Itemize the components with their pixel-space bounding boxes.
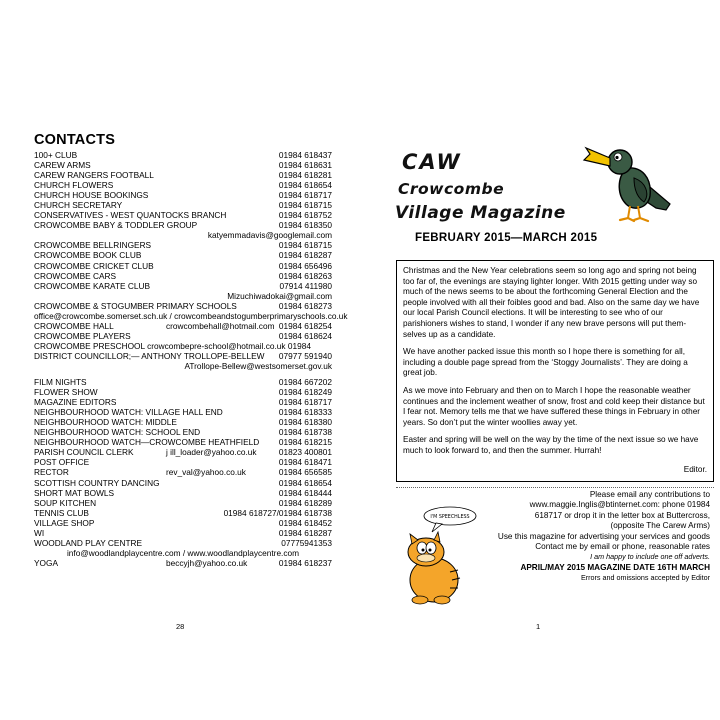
contact-name: NEIGHBOURHOOD WATCH: SCHOOL END bbox=[34, 427, 201, 438]
contact-phone: 01984 618471 bbox=[278, 457, 332, 468]
contact-phone: 01984 618752 bbox=[278, 210, 332, 221]
contact-name: SCOTTISH COUNTRY DANCING bbox=[34, 477, 160, 488]
contact-row bbox=[34, 250, 332, 260]
contact-row bbox=[34, 407, 332, 417]
contact-phone: 01984 618631 bbox=[278, 160, 332, 171]
contact-phone: 01984 618654 bbox=[278, 180, 332, 191]
contact-phone: 01984 618333 bbox=[278, 407, 332, 418]
contact-row bbox=[34, 538, 332, 548]
contact-name: CROWCOMBE HALL bbox=[34, 320, 114, 331]
editorial-paragraph-2: We have another packed issue this month so I hope there is something for all, including a double page spread from the ‘Stoggy Journalists’. They are doing a great job. bbox=[403, 347, 688, 378]
contact-email[interactable]: crowcombehall@hotmail.com bbox=[166, 320, 275, 331]
contact-row bbox=[34, 427, 332, 437]
contact-row bbox=[34, 180, 332, 190]
contact-row bbox=[34, 488, 332, 498]
contact-name: SHORT MAT BOWLS bbox=[34, 487, 115, 498]
contact-name: CHURCH HOUSE BOOKINGS bbox=[34, 190, 149, 201]
contact-phone: 01984 618289 bbox=[278, 497, 332, 508]
contact-row bbox=[34, 528, 332, 538]
contact-name: RECTOR bbox=[34, 467, 69, 478]
contact-email[interactable]: j ill_loader@yahoo.co.uk bbox=[166, 447, 257, 458]
contact-name: CROWCOMBE PLAYERS bbox=[34, 330, 131, 341]
contact-phone: 01984 618263 bbox=[278, 270, 332, 281]
contacts-title: CONTACTS bbox=[34, 132, 116, 148]
contact-row bbox=[34, 150, 332, 160]
contact-phone: 01984 618715 bbox=[278, 200, 332, 211]
contact-row bbox=[34, 558, 332, 568]
contact-phone: 07775941353 bbox=[281, 537, 332, 548]
contact-row bbox=[34, 230, 332, 240]
contact-name: WOODLAND PLAY CENTRE bbox=[34, 537, 143, 548]
contact-phone: 07977 591940 bbox=[278, 350, 332, 361]
page-number-right: 1 bbox=[536, 622, 541, 631]
masthead-crowcombe: Crowcombe bbox=[398, 180, 505, 198]
contact-row bbox=[34, 447, 332, 457]
contact-phone: 01984 618717 bbox=[278, 190, 332, 201]
contact-row bbox=[34, 240, 332, 250]
contact-row bbox=[34, 200, 332, 210]
contact-phone: 01984 618717 bbox=[278, 397, 332, 408]
contact-phone: 01984 618452 bbox=[278, 517, 332, 528]
crow-cartoon-icon bbox=[582, 138, 682, 228]
contact-phone: 01984 667202 bbox=[278, 377, 332, 388]
contact-phone: 01984 618654 bbox=[278, 477, 332, 488]
contact-phone: 01984 618715 bbox=[278, 240, 332, 251]
footer-text bbox=[480, 490, 710, 584]
contact-name: WI bbox=[34, 527, 45, 538]
contact-row bbox=[34, 351, 332, 361]
contacts-list bbox=[34, 150, 348, 568]
editorial-paragraph-3: As we move into February and then on to March I hope the reasonable weather continues and the inclement weather of snow, frost and cold keep their distance but I fear not. Memory tells me that we have suffered these things in February in other years. So don’t put the winter woollies away yet. bbox=[403, 385, 705, 427]
contact-row bbox=[34, 281, 332, 291]
contact-row bbox=[34, 518, 332, 528]
contact-name: MAGAZINE EDITORS bbox=[34, 397, 117, 408]
contact-row bbox=[34, 190, 332, 200]
contact-name: CHURCH FLOWERS bbox=[34, 180, 114, 191]
contact-row bbox=[34, 210, 332, 220]
contact-email[interactable]: katyemmadavis@googlemail.com bbox=[207, 230, 332, 241]
masthead-village-magazine: Village Magazine bbox=[395, 203, 566, 223]
contact-row bbox=[34, 321, 332, 331]
contact-row bbox=[34, 301, 332, 311]
contact-name: POST OFFICE bbox=[34, 457, 90, 468]
page-number-left: 28 bbox=[176, 622, 185, 631]
contact-name: FLOWER SHOW bbox=[34, 387, 98, 398]
contact-phone: 01984 618281 bbox=[278, 170, 332, 181]
contact-email[interactable]: ATrollope-Bellew@westsomerset.gov.uk bbox=[184, 360, 332, 371]
footer-email-link[interactable]: www.maggie.Inglis@btinternet.com: phone 01984 bbox=[529, 500, 710, 510]
contact-row bbox=[34, 397, 332, 407]
contact-name: CONSERVATIVES - WEST QUANTOCKS BRANCH bbox=[34, 210, 227, 221]
contact-phone: 07914 411980 bbox=[279, 280, 332, 291]
contact-row bbox=[34, 548, 332, 558]
contact-name: CHURCH SECRETARY bbox=[34, 200, 123, 211]
contact-name: CROWCOMBE & STOGUMBER PRIMARY SCHOOLS bbox=[34, 300, 237, 311]
contact-name: CAREW RANGERS FOOTBALL bbox=[34, 170, 154, 181]
contact-row bbox=[34, 261, 332, 271]
contact-name: CROWCOMBE BABY & TODDLER GROUP bbox=[34, 220, 198, 231]
contact-phone: 01984 618380 bbox=[278, 417, 332, 428]
editorial-paragraph-4: Easter and spring will be well on the way by the time of the next issue so we have much to look forward to, and then the summer. Hurrah! bbox=[403, 435, 699, 455]
contact-row bbox=[34, 467, 332, 477]
contact-row bbox=[34, 498, 332, 508]
contact-email[interactable]: beccyjh@yahoo.co.uk bbox=[166, 557, 248, 568]
footer-line-5: Use this magazine for advertising your services and goods bbox=[497, 531, 710, 541]
cartoon-cat-icon bbox=[398, 498, 478, 608]
contact-phone: 01984 618624 bbox=[278, 330, 332, 341]
contact-row bbox=[34, 417, 332, 427]
contact-name: CROWCOMBE BELLRINGERS bbox=[34, 240, 152, 251]
footer-line-3: 618717 or drop it in the letter box at Buttercross, bbox=[534, 510, 710, 520]
contact-name: NEIGHBOURHOOD WATCH: VILLAGE HALL END bbox=[34, 407, 223, 418]
contact-row bbox=[34, 271, 332, 281]
contact-name: YOGA bbox=[34, 557, 58, 568]
contact-name: CAREW ARMS bbox=[34, 160, 91, 171]
contact-phone: 01984 618738 bbox=[278, 427, 332, 438]
contact-phone: 01984 618249 bbox=[278, 387, 332, 398]
contact-name: CROWCOMBE KARATE CLUB bbox=[34, 280, 151, 291]
contact-web-links[interactable]: info@woodlandplaycentre.com / www.woodlandplaycentre.com bbox=[66, 547, 300, 558]
contact-email[interactable]: Mizuchiwadokai@gmail.com bbox=[227, 290, 332, 301]
contact-name: CROWCOMBE PRESCHOOL crowcombepre-school@hotmail.co.uk 01984 bbox=[34, 340, 311, 351]
contact-name: NEIGHBOURHOOD WATCH: MIDDLE bbox=[34, 417, 177, 428]
contact-name: TENNIS CLUB bbox=[34, 507, 89, 518]
contact-phone: 01984 618237 bbox=[278, 557, 332, 568]
contact-row bbox=[34, 361, 332, 371]
contact-phone: 01984 656585 bbox=[278, 467, 332, 478]
contact-row bbox=[34, 377, 332, 387]
contact-phone: 01984 618287 bbox=[278, 250, 332, 261]
contact-phone: 01984 618444 bbox=[278, 487, 332, 498]
contact-phone: 01984 618273 bbox=[278, 300, 332, 311]
contact-row bbox=[34, 508, 332, 518]
footer-line-1: Please email any contributions to bbox=[589, 490, 710, 499]
footer-deadline: APRIL/MAY 2015 MAGAZINE DATE 16TH MARCH bbox=[520, 562, 710, 572]
footer-errors-note: Errors and omissions accepted by Editor bbox=[580, 573, 710, 583]
footer-line-7: I am happy to include one off adverts. bbox=[590, 552, 710, 562]
contact-row bbox=[34, 437, 332, 447]
contact-phone: 01984 618437 bbox=[278, 150, 332, 160]
contact-name: SOUP KITCHEN bbox=[34, 497, 97, 508]
contact-row bbox=[34, 310, 348, 321]
footer-box bbox=[396, 487, 714, 615]
contact-row bbox=[34, 478, 332, 488]
contact-row bbox=[34, 457, 332, 467]
contact-name: DISTRICT COUNCILLOR;— ANTHONY TROLLOPE-BELLEW bbox=[34, 350, 265, 361]
contact-email[interactable]: rev_val@yahoo.co.uk bbox=[166, 467, 246, 478]
contact-row bbox=[34, 331, 332, 341]
footer-line-6: Contact me by email or phone, reasonable rates bbox=[535, 542, 710, 552]
contact-name: PARISH COUNCIL CLERK bbox=[34, 447, 134, 458]
contact-phone: 01984 618350 bbox=[278, 220, 332, 231]
contact-row bbox=[34, 341, 332, 351]
contact-name: CROWCOMBE CARS bbox=[34, 270, 117, 281]
editorial-signature: Editor. bbox=[683, 464, 707, 474]
contact-web-links[interactable]: office@crowcombe.somerset.sch.uk / crowcombeandstogumberprimaryschools.co.uk bbox=[34, 310, 348, 321]
contact-phone: 01984 618215 bbox=[278, 437, 332, 448]
contact-phone: 01984 618254 bbox=[278, 320, 332, 331]
contact-name: CROWCOMBE CRICKET CLUB bbox=[34, 260, 154, 271]
contact-name: NEIGHBOURHOOD WATCH—CROWCOMBE HEATHFIELD bbox=[34, 437, 260, 448]
contact-phone: 01984 618287 bbox=[278, 527, 332, 538]
contact-row bbox=[34, 220, 332, 230]
contact-row bbox=[34, 160, 332, 170]
contact-name: FILM NIGHTS bbox=[34, 377, 87, 388]
contact-name: CROWCOMBE BOOK CLUB bbox=[34, 250, 142, 261]
editorial-box bbox=[396, 260, 714, 482]
contact-name: VILLAGE SHOP bbox=[34, 517, 95, 528]
speech-bubble-text: I'M SPEECHLESS bbox=[430, 515, 470, 520]
contact-phone: 01984 618727/01984 618738 bbox=[223, 507, 332, 518]
contact-phone: 01984 656496 bbox=[278, 260, 332, 271]
contact-row bbox=[34, 387, 332, 397]
issue-date-range: FEBRUARY 2015—MARCH 2015 bbox=[415, 232, 598, 244]
contact-row bbox=[34, 170, 332, 180]
footer-line-4: (opposite The Carew Arms) bbox=[610, 521, 710, 531]
masthead-caw: CAW bbox=[402, 150, 462, 174]
right-page bbox=[360, 0, 720, 720]
contact-phone: 01823 400801 bbox=[278, 447, 332, 458]
contact-name: 100+ CLUB bbox=[34, 150, 78, 160]
editorial-paragraph-1: Christmas and the New Year celebrations seem so long ago and spring not being too far of, the evenings are staying lighter longer. With 2015 getting under way so much of the news seems to be about the forthcoming General Election and the people involved with all their foibles good and bad. Also on the same day we have our local Parish Council elections. It will be interesting to see who of our parishioners wishes to stand, I wonder if any new brave persons will put them-selves up as a candidate. bbox=[403, 266, 700, 339]
contact-row bbox=[34, 291, 332, 301]
